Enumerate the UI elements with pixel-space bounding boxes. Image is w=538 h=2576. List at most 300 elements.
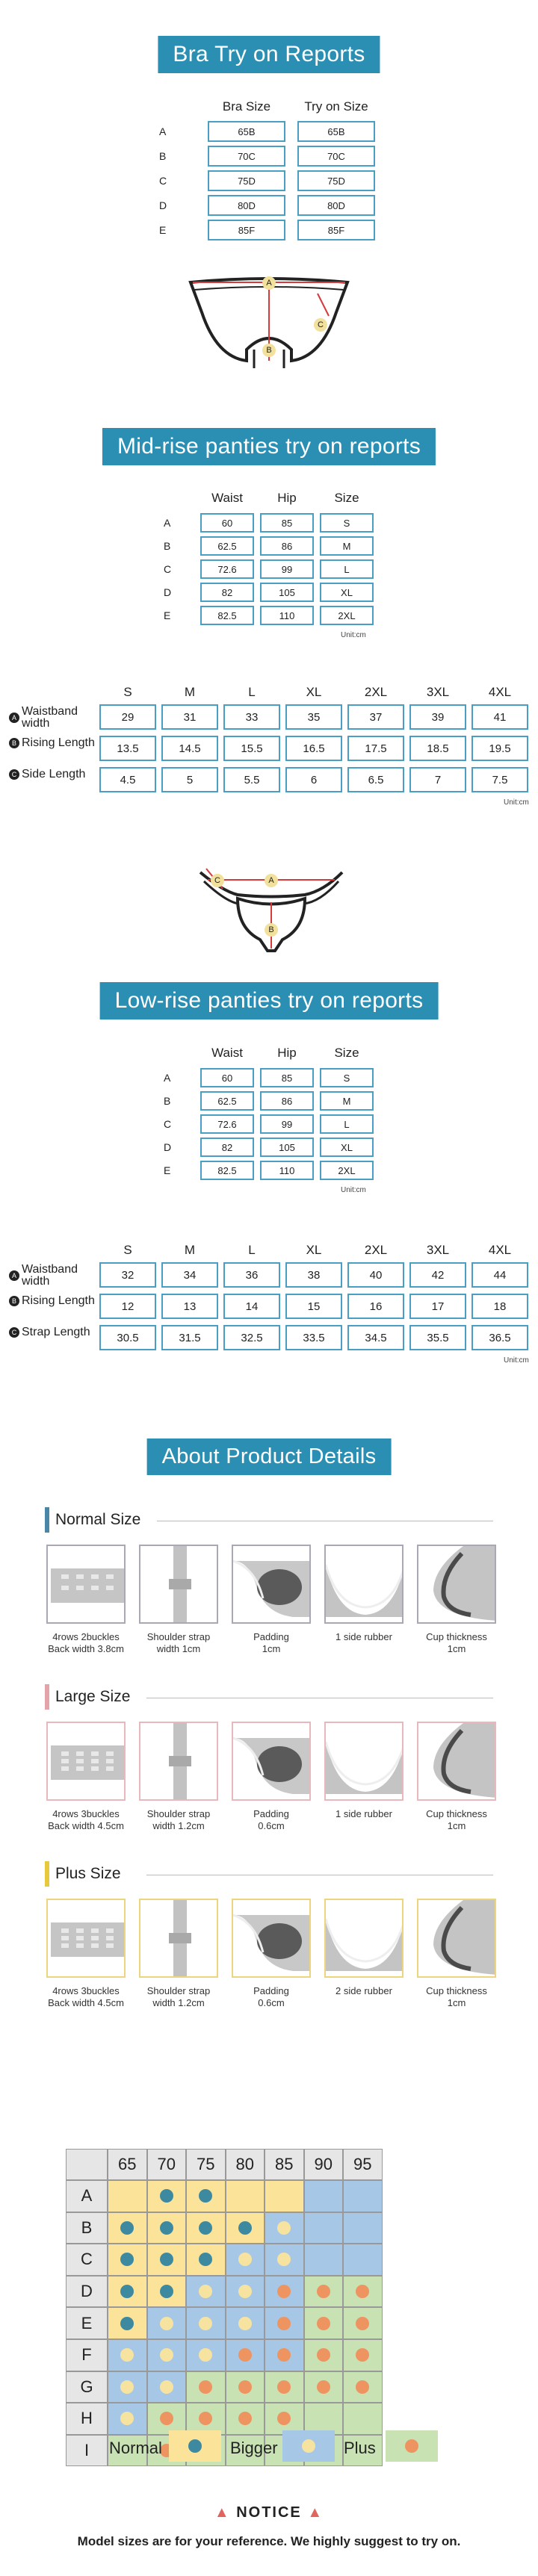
- size-header: XL: [306, 685, 322, 699]
- notice-title: [0, 2504, 538, 2521]
- table-cell: L: [320, 1114, 374, 1134]
- chart-cell: [265, 2339, 304, 2371]
- size-dot: [160, 2221, 173, 2235]
- size-header: L: [248, 1243, 256, 1257]
- measure-cell: 12: [99, 1294, 156, 1319]
- photo-caption: [223, 1808, 320, 1832]
- measure-cell: 40: [347, 1262, 404, 1288]
- cup-size-header: C: [66, 2244, 108, 2276]
- chart-cell: [226, 2371, 265, 2403]
- warning-icon: ▲: [307, 2504, 324, 2521]
- size-dot: [199, 2189, 212, 2203]
- size-dot: [160, 2253, 173, 2266]
- table-cell: 65B: [208, 121, 285, 142]
- measure-name: Rising Length: [22, 1294, 95, 1307]
- table-cell: 85: [260, 513, 314, 533]
- caption-line: Padding: [253, 1985, 289, 1996]
- photo-caption: [130, 1808, 227, 1832]
- pad-photo: [232, 1722, 311, 1801]
- diagram-label-c: C: [314, 318, 327, 332]
- caption-line: Shoulder strap: [146, 1985, 211, 1996]
- table-cell: 60: [200, 513, 254, 533]
- caption-line: 1cm: [447, 1820, 466, 1831]
- table-cell: 70C: [208, 146, 285, 167]
- measure-name: Side Length: [22, 768, 86, 780]
- row-label: B: [159, 150, 167, 162]
- legend-label: Bigger: [230, 2439, 278, 2457]
- measure-cell: 41: [471, 704, 528, 730]
- photo-caption: [130, 1985, 227, 2009]
- chart-cell: [186, 2307, 226, 2339]
- cup-size-header: F: [66, 2339, 108, 2371]
- size-dot: [199, 2348, 212, 2362]
- chart-cell: [265, 2244, 304, 2276]
- section-accent: [45, 1507, 49, 1533]
- size-dot: [120, 2221, 134, 2235]
- chart-cell: [147, 2212, 187, 2244]
- caption-line: Cup thickness: [426, 1631, 487, 1642]
- caption-line: 1 side rubber: [336, 1808, 392, 1819]
- legend-label: Plus: [344, 2439, 376, 2457]
- chart-cell: [186, 2276, 226, 2308]
- row-label: A: [159, 125, 167, 137]
- chart-cell: [343, 2212, 383, 2244]
- table-cell: 75D: [297, 170, 375, 191]
- section-accent: [45, 1861, 49, 1887]
- band-size-header: 80: [226, 2149, 265, 2180]
- table-cell: 75D: [208, 170, 285, 191]
- row-label: E: [159, 224, 167, 236]
- size-dot: [120, 2285, 134, 2298]
- chart-cell: [147, 2180, 187, 2212]
- cup-size-header: B: [66, 2212, 108, 2244]
- caption-line: 1cm: [447, 1643, 466, 1654]
- chart-cell: [304, 2371, 344, 2403]
- chart-cell: [186, 2180, 226, 2212]
- photo-caption: [223, 1631, 320, 1655]
- table-cell: 80D: [297, 195, 375, 216]
- measure-cell: 34: [161, 1262, 218, 1288]
- band-size-header: 70: [147, 2149, 187, 2180]
- measure-cell: 30.5: [99, 1325, 156, 1350]
- section-name: Plus Size: [55, 1865, 121, 1882]
- chart-cell: [108, 2307, 147, 2339]
- table-cell: 70C: [297, 146, 375, 167]
- measure-cell: 13.5: [99, 736, 156, 761]
- cup-size-header: E: [66, 2307, 108, 2339]
- size-header: S: [123, 1243, 132, 1257]
- chart-cell: [304, 2244, 344, 2276]
- size-dot: [317, 2348, 330, 2362]
- chart-cell: [147, 2244, 187, 2276]
- chart-cell: [304, 2276, 344, 2308]
- table-cell: 82: [200, 1138, 254, 1157]
- table-cell: 80D: [208, 195, 285, 216]
- size-header: 3XL: [426, 1243, 450, 1257]
- measure-cell: 31.5: [161, 1325, 218, 1350]
- cup-size-header: I: [66, 2435, 108, 2467]
- measure-cell: 14: [223, 1294, 280, 1319]
- chart-cell: [226, 2244, 265, 2276]
- size-header: M: [184, 1243, 196, 1257]
- measure-cell: 7: [409, 767, 466, 792]
- size-header: XL: [306, 1243, 322, 1257]
- diagram-label-a2: A: [265, 874, 278, 887]
- row-label: C: [164, 563, 172, 575]
- measure-cell: 32: [99, 1262, 156, 1288]
- measure-cell: 39: [409, 704, 466, 730]
- size-dot: [277, 2253, 291, 2266]
- measure-badge: A: [9, 1270, 19, 1281]
- row-label: E: [164, 1164, 171, 1176]
- table-cell: 85F: [297, 220, 375, 240]
- measure-cell: 17.5: [347, 736, 404, 761]
- photo-caption: [315, 1808, 412, 1820]
- measure-cell: 36: [223, 1262, 280, 1288]
- cup-size-header: D: [66, 2276, 108, 2308]
- size-dot: [199, 2221, 212, 2235]
- measure-cell: 18: [471, 1294, 528, 1319]
- measure-name: Waistband width: [22, 705, 78, 730]
- cup-photo: [417, 1545, 496, 1624]
- diagram-label-a: A: [262, 276, 276, 290]
- chart-cell: [265, 2307, 304, 2339]
- measure-cell: 18.5: [409, 736, 466, 761]
- chart-cell: [265, 2212, 304, 2244]
- size-dot: [120, 2317, 134, 2330]
- section-name: Large Size: [55, 1688, 131, 1705]
- size-dot: [199, 2412, 212, 2425]
- table-header: Hip: [277, 491, 297, 505]
- chart-cell: [186, 2371, 226, 2403]
- unit-label: Unit:cm: [341, 631, 366, 639]
- size-dot: [238, 2285, 252, 2298]
- chart-cell: [226, 2180, 265, 2212]
- measure-cell: 19.5: [471, 736, 528, 761]
- notice-label: NOTICE: [236, 2504, 302, 2521]
- size-dot: [160, 2285, 173, 2298]
- measure-badge: C: [9, 769, 19, 780]
- chart-cell: [304, 2212, 344, 2244]
- table-cell: 72.6: [200, 559, 254, 579]
- product-details-banner: About Product Details: [147, 1438, 392, 1475]
- measure-cell: 15: [285, 1294, 342, 1319]
- strap-photo: [139, 1545, 218, 1624]
- chart-cell: [108, 2180, 147, 2212]
- chart-cell: [226, 2307, 265, 2339]
- table-cell: XL: [320, 1138, 374, 1157]
- row-label: C: [164, 1118, 172, 1130]
- measure-cell: 33.5: [285, 1325, 342, 1350]
- size-header: S: [123, 685, 132, 699]
- chart-cell: [186, 2244, 226, 2276]
- legend-dot: [302, 2439, 315, 2453]
- section-title: [45, 1684, 130, 1710]
- measure-cell: 16: [347, 1294, 404, 1319]
- band-size-header: 85: [265, 2149, 304, 2180]
- measure-cell: 15.5: [223, 736, 280, 761]
- measure-cell: 16.5: [285, 736, 342, 761]
- caption-line: Back width 4.5cm: [48, 1820, 124, 1831]
- measure-cell: 6: [285, 767, 342, 792]
- cup-size-header: A: [66, 2180, 108, 2212]
- photo-caption: [408, 1808, 505, 1832]
- caption-line: 1 side rubber: [336, 1631, 392, 1642]
- measure-badge: B: [9, 738, 19, 748]
- legend-label: Normal: [109, 2439, 162, 2457]
- chart-cell: [147, 2307, 187, 2339]
- rubber-photo: [324, 1722, 404, 1801]
- unit-label: Unit:cm: [341, 1186, 366, 1194]
- table-header: Waist: [211, 1046, 243, 1060]
- table-cell: 86: [260, 536, 314, 556]
- size-dot: [199, 2253, 212, 2266]
- table-cell: 82: [200, 583, 254, 602]
- table-cell: 60: [200, 1068, 254, 1087]
- size-dot: [199, 2317, 212, 2330]
- measure-badge: B: [9, 1296, 19, 1306]
- legend-swatch: [386, 2430, 438, 2462]
- warning-icon: ▲: [214, 2504, 231, 2521]
- pad-photo: [232, 1899, 311, 1978]
- chart-cell: [343, 2307, 383, 2339]
- caption-line: width 1cm: [156, 1643, 201, 1654]
- row-label: B: [164, 540, 171, 552]
- size-dot: [238, 2380, 252, 2394]
- chart-cell: [108, 2276, 147, 2308]
- chart-cell: [147, 2371, 187, 2403]
- table-cell: 2XL: [320, 606, 374, 625]
- chart-cell: [147, 2276, 187, 2308]
- diagram-label-b2: B: [265, 923, 278, 937]
- chart-cell: [186, 2339, 226, 2371]
- legend-swatch: [282, 2430, 335, 2462]
- row-label: D: [164, 586, 172, 598]
- size-dot: [317, 2380, 330, 2394]
- legend-dot: [405, 2439, 418, 2453]
- size-dot: [199, 2380, 212, 2394]
- chart-cell: [226, 2212, 265, 2244]
- measure-label: [9, 706, 99, 730]
- row-label: A: [164, 1072, 171, 1084]
- unit-label: Unit:cm: [504, 798, 529, 807]
- section-title: [45, 1507, 140, 1533]
- table-header: Size: [334, 491, 359, 505]
- size-dot: [120, 2348, 134, 2362]
- measure-name: Rising Length: [22, 736, 95, 749]
- caption-line: 0.6cm: [258, 1820, 285, 1831]
- chart-cell: [304, 2339, 344, 2371]
- table-cell: 65B: [297, 121, 375, 142]
- table-cell: XL: [320, 583, 374, 602]
- caption-line: Shoulder strap: [146, 1808, 211, 1819]
- diagram-label-c2: C: [211, 874, 224, 887]
- caption-line: 2 side rubber: [336, 1985, 392, 1996]
- caption-line: Padding: [253, 1631, 289, 1642]
- low-rise-banner: Low-rise panties try on reports: [100, 982, 439, 1019]
- size-dot: [356, 2317, 369, 2330]
- caption-line: 1cm: [447, 1997, 466, 2008]
- size-dot: [277, 2412, 291, 2425]
- size-dot: [277, 2348, 291, 2362]
- table-cell: 85F: [208, 220, 285, 240]
- size-dot: [356, 2285, 369, 2298]
- size-dot: [160, 2380, 173, 2394]
- table-cell: S: [320, 513, 374, 533]
- hook-photo: [46, 1722, 126, 1801]
- row-label: D: [159, 199, 167, 211]
- photo-caption: [408, 1631, 505, 1655]
- photo-caption: [37, 1808, 134, 1832]
- measure-cell: 35.5: [409, 1325, 466, 1350]
- table-cell: 99: [260, 1114, 314, 1134]
- measure-cell: 36.5: [471, 1325, 528, 1350]
- chart-cell: [265, 2180, 304, 2212]
- measure-cell: 6.5: [347, 767, 404, 792]
- photo-caption: [408, 1985, 505, 2009]
- photo-caption: [37, 1631, 134, 1655]
- unit-label: Unit:cm: [504, 1356, 529, 1365]
- measure-badge: A: [9, 713, 19, 723]
- measure-cell: 7.5: [471, 767, 528, 792]
- table-cell: 62.5: [200, 1091, 254, 1111]
- photo-caption: [37, 1985, 134, 2009]
- chart-cell: [108, 2244, 147, 2276]
- table-header: Waist: [211, 491, 243, 505]
- caption-line: Cup thickness: [426, 1808, 487, 1819]
- strap-photo: [139, 1722, 218, 1801]
- legend-dot: [188, 2439, 202, 2453]
- chart-cell: [226, 2403, 265, 2435]
- size-header: L: [248, 685, 256, 699]
- cup-size-header: H: [66, 2403, 108, 2435]
- measure-label: [9, 737, 99, 749]
- measure-cell: 31: [161, 704, 218, 730]
- size-dot: [199, 2285, 212, 2298]
- measure-name: Strap Length: [22, 1326, 90, 1338]
- chart-cell: [343, 2244, 383, 2276]
- measure-cell: 5: [161, 767, 218, 792]
- size-dot: [120, 2253, 134, 2266]
- size-dot: [238, 2221, 252, 2235]
- size-dot: [317, 2317, 330, 2330]
- rubber-photo: [324, 1545, 404, 1624]
- row-label: A: [164, 517, 171, 529]
- band-size-header: 95: [343, 2149, 383, 2180]
- measure-cell: 33: [223, 704, 280, 730]
- table-header: Hip: [277, 1046, 297, 1060]
- size-header: 2XL: [364, 685, 388, 699]
- size-dot: [317, 2285, 330, 2298]
- chart-cell: [226, 2339, 265, 2371]
- measure-cell: 35: [285, 704, 342, 730]
- chart-cell: [226, 2276, 265, 2308]
- size-dot: [277, 2317, 291, 2330]
- size-dot: [160, 2317, 173, 2330]
- size-dot: [120, 2412, 134, 2425]
- measure-label: [9, 1264, 99, 1288]
- measure-cell: 42: [409, 1262, 466, 1288]
- table-cell: 85: [260, 1068, 314, 1087]
- row-label: E: [164, 609, 171, 621]
- chart-cell: [108, 2339, 147, 2371]
- measure-cell: 44: [471, 1262, 528, 1288]
- caption-line: Back width 3.8cm: [48, 1643, 124, 1654]
- photo-caption: [130, 1631, 227, 1655]
- chart-cell: [343, 2371, 383, 2403]
- section-title: [45, 1861, 121, 1887]
- size-dot: [277, 2221, 291, 2235]
- size-header: M: [184, 685, 196, 699]
- band-size-header: 90: [304, 2149, 344, 2180]
- band-size-header: 65: [108, 2149, 147, 2180]
- photo-caption: [223, 1985, 320, 2009]
- hook-photo: [46, 1545, 126, 1624]
- caption-line: Back width 4.5cm: [48, 1997, 124, 2008]
- measure-cell: 5.5: [223, 767, 280, 792]
- size-dot: [277, 2285, 291, 2298]
- caption-line: Shoulder strap: [146, 1631, 211, 1642]
- chart-cell: [304, 2180, 344, 2212]
- table-cell: 110: [260, 606, 314, 625]
- chart-cell: [186, 2212, 226, 2244]
- chart-corner: [66, 2149, 108, 2180]
- table-cell: 82.5: [200, 1161, 254, 1180]
- size-dot: [356, 2380, 369, 2394]
- size-dot: [160, 2348, 173, 2362]
- size-dot: [277, 2380, 291, 2394]
- size-dot: [238, 2317, 252, 2330]
- chart-cell: [304, 2307, 344, 2339]
- measure-cell: 14.5: [161, 736, 218, 761]
- size-dot: [160, 2189, 173, 2203]
- table-cell: 62.5: [200, 536, 254, 556]
- size-header: 3XL: [426, 685, 450, 699]
- measure-name: Waistband width: [22, 1263, 78, 1288]
- chart-cell: [265, 2276, 304, 2308]
- measure-cell: 34.5: [347, 1325, 404, 1350]
- caption-line: width 1.2cm: [152, 1820, 205, 1831]
- measure-cell: 38: [285, 1262, 342, 1288]
- size-header: 2XL: [364, 1243, 388, 1257]
- table-cell: M: [320, 536, 374, 556]
- size-dot: [120, 2380, 134, 2394]
- chart-cell: [108, 2403, 147, 2435]
- size-header: 4XL: [488, 1243, 512, 1257]
- row-label: B: [164, 1095, 171, 1107]
- chart-cell: [265, 2371, 304, 2403]
- measure-cell: 29: [99, 704, 156, 730]
- cup-photo: [417, 1899, 496, 1978]
- caption-line: 4rows 3buckles: [52, 1808, 120, 1819]
- measure-cell: 13: [161, 1294, 218, 1319]
- table-cell: 105: [260, 1138, 314, 1157]
- table-header: Try on Size: [304, 99, 368, 114]
- cup-photo: [417, 1722, 496, 1801]
- cup-size-header: G: [66, 2371, 108, 2403]
- table-cell: 110: [260, 1161, 314, 1180]
- chart-cell: [343, 2403, 383, 2435]
- rubber-photo: [324, 1899, 404, 1978]
- table-cell: 82.5: [200, 606, 254, 625]
- table-cell: S: [320, 1068, 374, 1087]
- caption-line: Padding: [253, 1808, 289, 1819]
- bra-report-banner: Bra Try on Reports: [158, 36, 380, 73]
- chart-cell: [108, 2371, 147, 2403]
- table-cell: L: [320, 559, 374, 579]
- table-cell: 2XL: [320, 1161, 374, 1180]
- table-cell: 86: [260, 1091, 314, 1111]
